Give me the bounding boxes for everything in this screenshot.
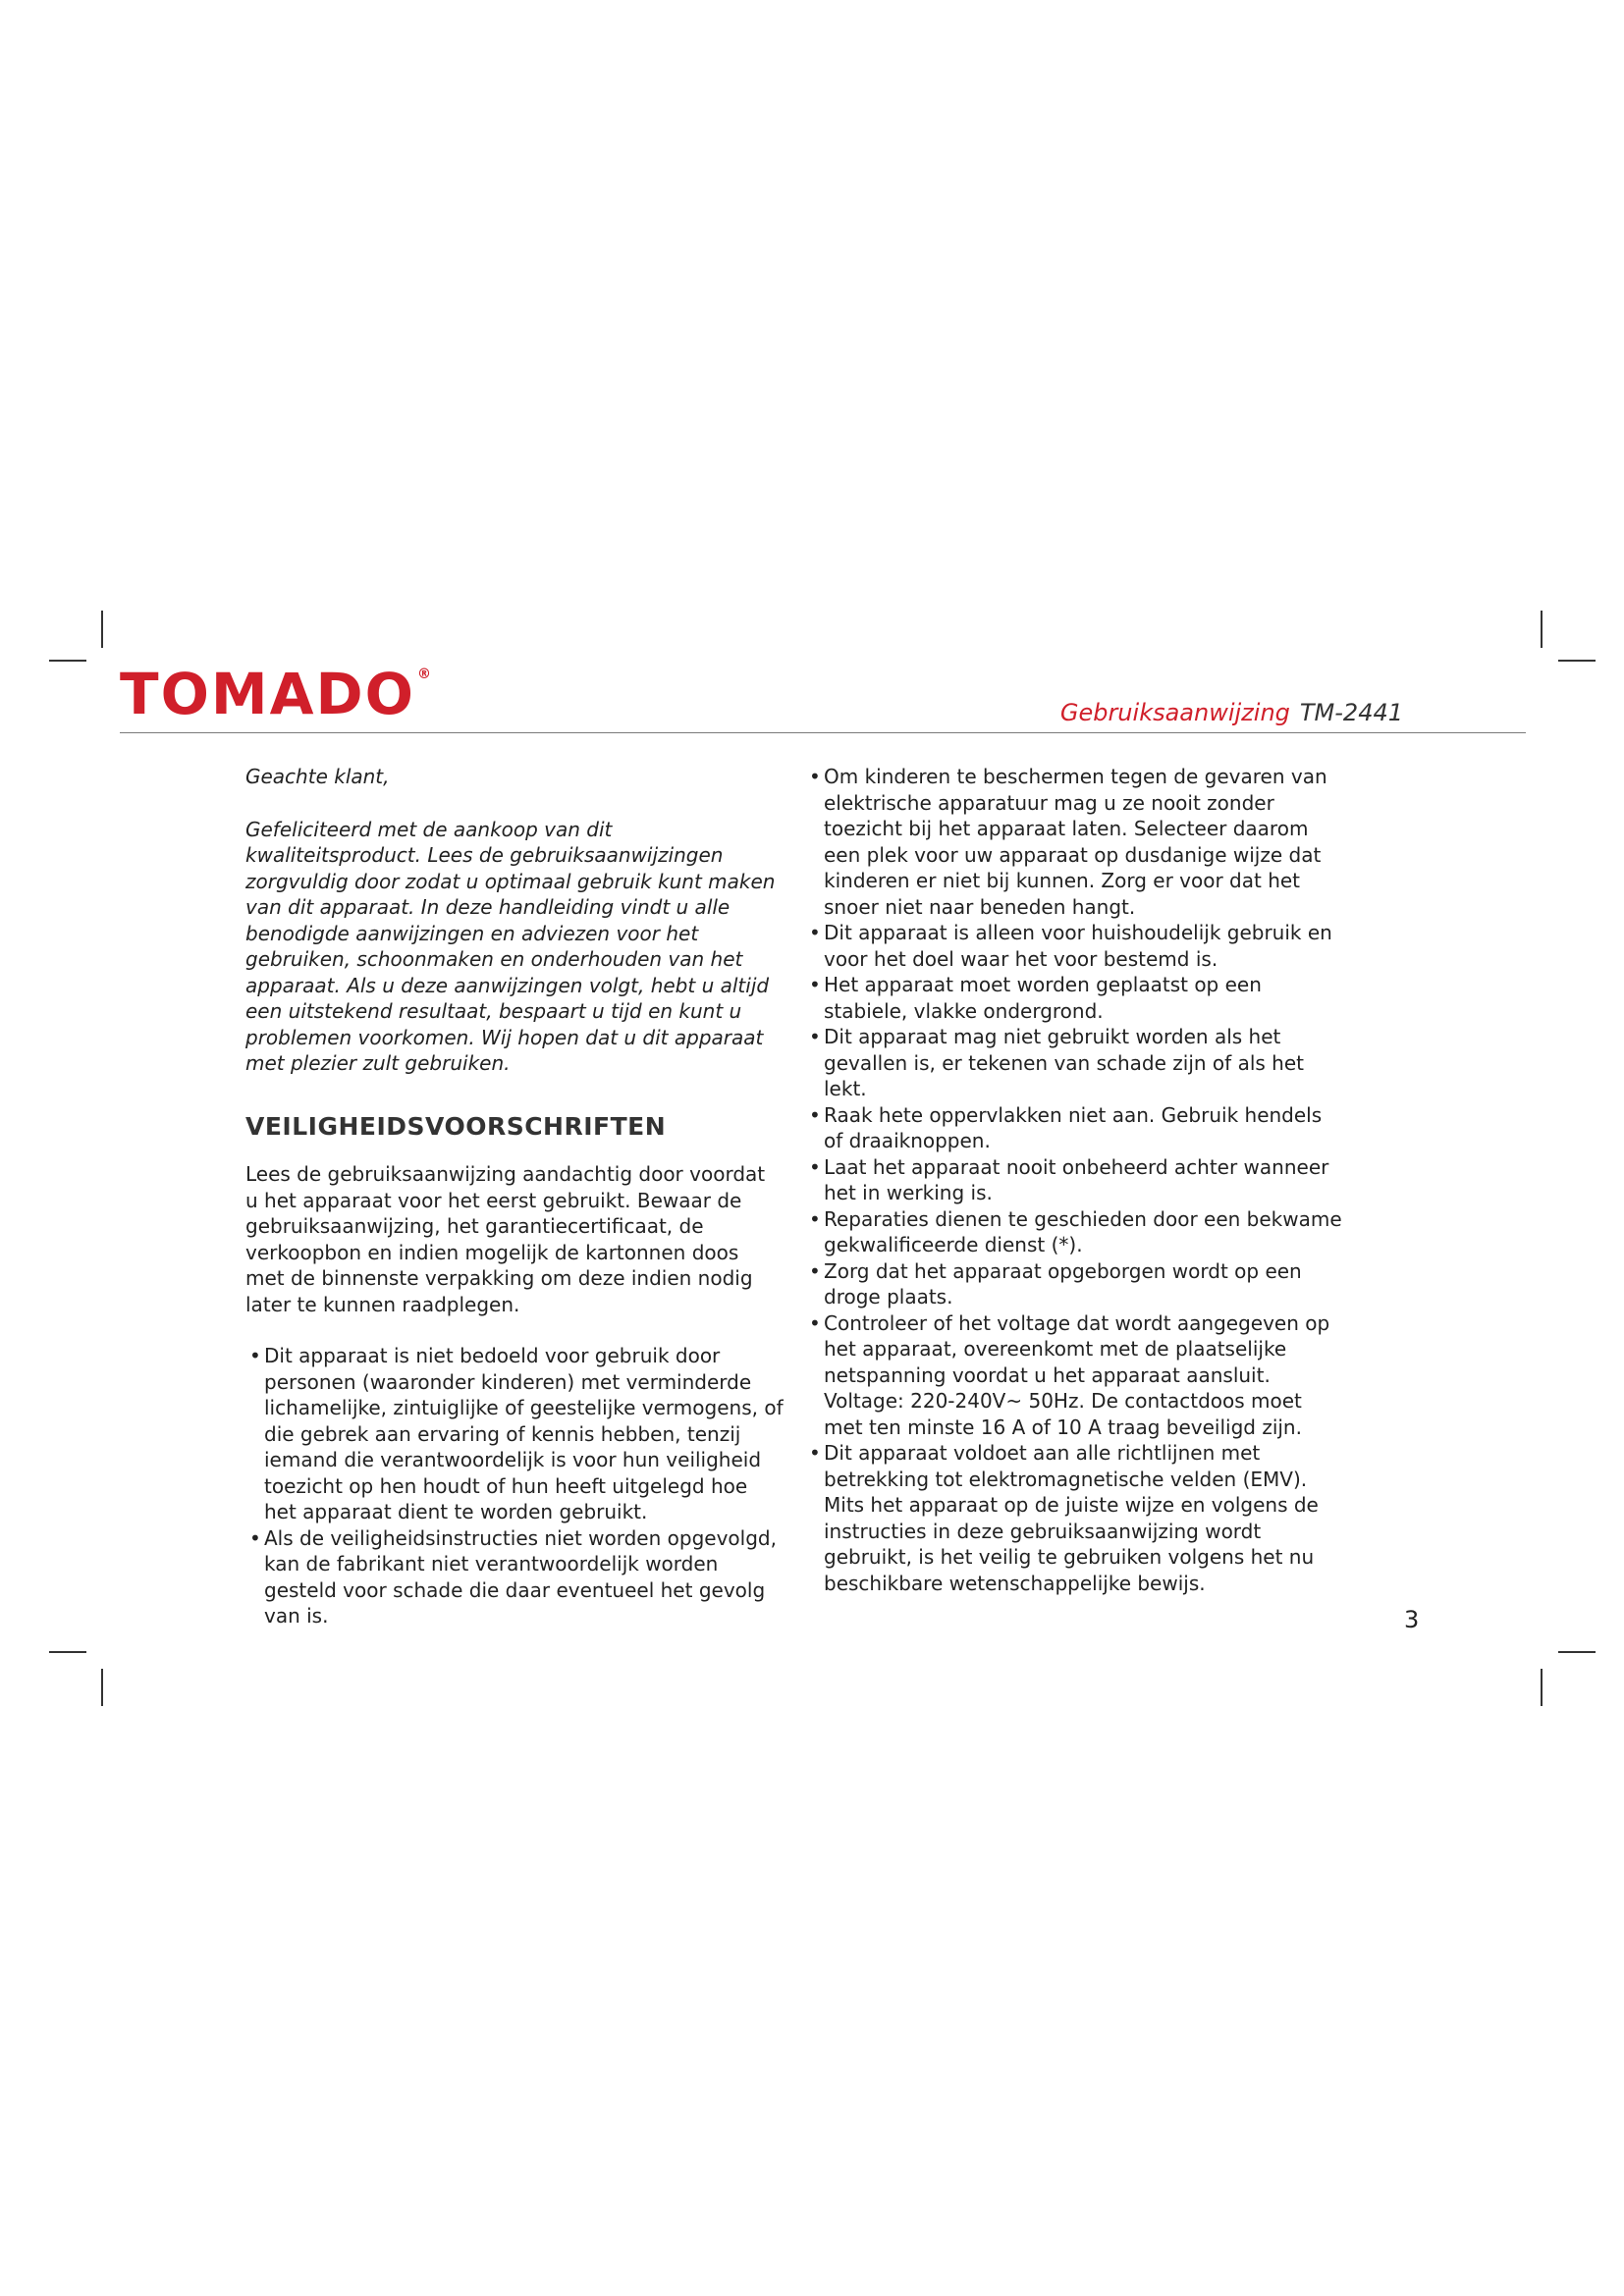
left-column [245,764,784,1629]
list-item: • Als de veiligheidsinstructies niet worden opgevolgd, kan de fabrikant niet verantwoordelijk worden gesteld voor schade die daar eventueel het gevolg van is. [245,1525,784,1629]
list-item: • Om kinderen te beschermen tegen de gevaren van elektrische apparatuur mag u ze nooit zonder toezicht bij het apparaat laten. Selecteer daarom een plek voor uw apparaat op dusdanige wijze dat kinderen er niet bij kunnen. Zorg er voor dat het snoer niet naar beneden hangt. [805,764,1345,920]
list-item: • Raak hete oppervlakken niet aan. Gebruik hendels of draaiknoppen. [805,1102,1345,1154]
header-divider [120,732,1526,733]
list-item: • Dit apparaat is niet bedoeld voor gebruik door personen (waaronder kinderen) met verminderde lichamelijke, zintuiglijke of geestelijke vermogens, of die gebrek aan ervaring of kennis hebben, tenzij iemand die verantwoordelijk is voor hun veiligheid toezicht op hen houdt of hun heeft uitgelegd hoe het apparaat dient te worden gebruikt. [245,1343,784,1525]
crop-mark [101,1669,103,1706]
brand-logo [120,661,433,727]
list-item: • Laat het apparaat nooit onbeheerd achter wanneer het in werking is. [805,1154,1345,1206]
page-number: 3 [1404,1606,1420,1633]
document-title: Gebruiksaanwijzing [1059,699,1290,726]
registered-mark: ® [416,667,433,682]
right-column [805,764,1345,1596]
brand-logo-text: TOMADO [120,661,415,727]
safety-list-left [245,1343,784,1629]
crop-mark [1541,1669,1543,1706]
list-item: • Zorg dat het apparaat opgeborgen wordt op een droge plaats. [805,1258,1345,1310]
safety-intro: Lees de gebruiksaanwijzing aandachtig door voordat u het apparaat voor het eerst gebruikt. Bewaar de gebruiksaanwijzing, het garantiecertificaat, de verkoopbon en indien mogelijk de kartonnen doos met de binnenste verpakking om deze indien nodig later te kunnen raadplegen. [245,1162,766,1316]
list-item: • Het apparaat moet worden geplaatst op een stabiele, vlakke ondergrond. [805,972,1345,1024]
list-item: • Controleer of het voltage dat wordt aangegeven op het apparaat, overeenkomt met de plaatselijke netspanning voordat u het apparaat aansluit. Voltage: 220-240V~ 50Hz. De contactdoos moet met ten minste 16 A of 10 A traag beveiligd zijn. [805,1310,1345,1441]
model-number: TM-2441 [1299,699,1403,726]
document-header [1060,699,1403,726]
list-item: • Dit apparaat voldoet aan alle richtlijnen met betrekking tot elektromagnetische velden (EMV). Mits het apparaat op de juiste wijze en volgens de instructies in deze gebruiksaanwijzing wordt gebruikt, is het veilig te gebruiken volgens het nu beschikbare wetenschappelijke bewijs. [805,1440,1345,1596]
crop-mark [101,611,103,648]
list-item: • Reparaties dienen te geschieden door een bekwame gekwalificeerde dienst (*). [805,1206,1345,1258]
crop-mark [1558,1651,1596,1653]
crop-mark [49,1651,86,1653]
list-item: • Dit apparaat is alleen voor huishoudelijk gebruik en voor het doel waar het voor bestemd is. [805,920,1345,972]
crop-mark [1541,611,1543,648]
greeting: Geachte klant, [245,765,390,788]
safety-list-right [805,764,1345,1596]
section-heading: VEILIGHEIDSVOORSCHRIFTEN [245,1111,667,1141]
crop-mark [49,660,86,662]
intro-paragraph: Gefeliciteerd met de aankoop van dit kwaliteitsproduct. Lees de gebruiksaanwijzingen zorgvuldig door zodat u optimaal gebruik kunt maken van dit apparaat. In deze handleiding vindt u alle benodigde aanwijzingen en adviezen voor het gebruiken, schoonmaken en onderhouden van het apparaat. Als u deze aanwijzingen volgt, hebt u altijd een uitstekend resultaat, bespaart u tijd en kunt u problemen voorkomen. Wij hopen dat u dit apparaat met plezier zult gebruiken. [245,817,776,1075]
crop-mark [1558,660,1596,662]
list-item: • Dit apparaat mag niet gebruikt worden als het gevallen is, er tekenen van schade zijn of als het lekt. [805,1024,1345,1102]
